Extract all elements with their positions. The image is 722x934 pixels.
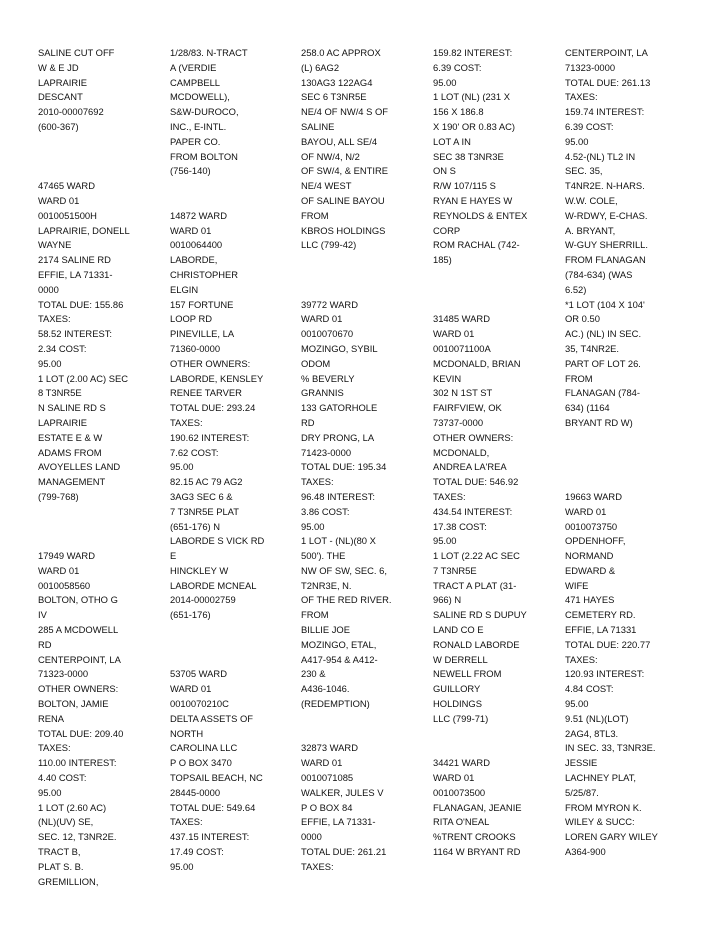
listing-line: HINCKLEY W [170,564,229,576]
listing-line: CENTERPOINT, LA [38,653,121,665]
listing-line: 1 LOT (2.00 AC) SEC [38,372,128,384]
listing-line: 96.48 INTEREST: [301,490,375,502]
listing-line: 2AG4, 8TL3. [565,727,619,739]
listing-line: 1 LOT (2.60 AC) [38,801,107,813]
listing-line: EFFIE, LA 71331 [565,624,637,636]
listing-line [301,283,429,298]
listing-line: *1 LOT (104 X 104' [565,298,645,310]
listing-line: RYAN E HAYES W [433,194,513,206]
listing-line: MANAGEMENT [38,476,106,488]
listing-line: PLAT S. B. [38,860,84,872]
listing-line: TRACT B, [38,846,81,858]
listing-line: 34421 WARD [433,757,490,769]
listing-line: W.W. COLE, [565,194,618,206]
listing-line: 2.34 COST: [38,342,87,354]
listing-line: OTHER OWNERS: [433,431,514,443]
listing-line [433,298,561,313]
listing-line: LAND CO E [433,624,484,636]
listing-line: A417-954 & A412- [301,653,378,665]
listing-line: OTHER OWNERS: [170,357,251,369]
listing-line: WARD 01 [433,772,475,784]
listing-line: W-RDWY, E-CHAS. [565,209,648,221]
listing-line: 95.00 [301,520,325,532]
listing-line: CORP [433,224,461,236]
listing-line: ELGIN [170,283,199,295]
listing-line: 95.00 [433,535,457,547]
listing-line: 8 T3NR5E [38,387,82,399]
listing-line [301,253,429,268]
listing-line: %TRENT CROOKS [433,831,516,843]
listing-column-2 [170,46,298,875]
listing-line: % BEVERLY [301,372,355,384]
listing-line: 17.49 COST: [170,846,224,858]
listing-line: A364-900 [565,846,606,858]
listing-column-1 [38,46,166,889]
listing-line: CEMETERY RD. [565,609,636,621]
listing-line: GUILLORY [433,683,481,695]
listing-line: SEC. 12, T3NR2E. [38,831,117,843]
listing-line: BOLTON, OTHO G [38,594,118,606]
listing-line: LAPRAIRIE [38,416,87,428]
listing-line: 82.15 AC 79 AG2 [170,476,243,488]
listing-line: 0010070210C [170,698,229,710]
listing-line: A. BRYANT, [565,224,616,236]
listing-line [170,179,298,194]
listing-line: 471 HAYES [565,594,615,606]
listing-line: OR 0.50 [565,313,600,325]
listing-line: FLANAGAN, JEANIE [433,801,522,813]
listing-line [301,268,429,283]
listing-line: EFFIE, LA 71331- [38,268,113,280]
listing-line: OTHER OWNERS: [38,683,119,695]
listing-line: OF SALINE BAYOU [301,194,385,206]
listing-line: 1 LOT - (NL)(80 X [301,535,376,547]
listing-line: W & E JD [38,61,79,73]
listing-line: BILLIE JOE [301,624,350,636]
listing-line: OPDENHOFF, [565,535,626,547]
listing-line: 190.62 INTEREST: [170,431,250,443]
listing-line: WALKER, JULES V [301,786,384,798]
listing-line: FAIRFVIEW, OK [433,402,502,414]
listing-line: 71423-0000 [301,446,352,458]
listing-line: 634) (1164 [565,402,610,414]
listing-line: 6.39 COST: [565,120,614,132]
listing-line: 230 & [301,668,326,680]
listing-line: 2014-00002759 [170,594,236,606]
listing-line: NORMAND [565,550,614,562]
listing-line: 0010064400 [170,239,223,251]
listing-line: T2NR3E, N. [301,579,352,591]
listing-line: SEC 6 T3NR5E [301,91,367,103]
listing-line: TAXES: [38,313,71,325]
listing-line: SALINE RD S DUPUY [433,609,527,621]
listing-line: LAPRAIRIE, DONELL [38,224,130,236]
listing-line: LABORDE, [170,254,218,266]
listing-line [565,475,693,490]
listing-line: (NL)(UV) SE, [38,816,94,828]
listing-line: T4NR2E. N-HARS. [565,180,645,192]
listing-line: 3.86 COST: [301,505,350,517]
listing-line: MOZINGO, SYBIL [301,342,378,354]
listing-line: 39772 WARD [301,298,358,310]
listing-line: 0010051500H [38,209,97,221]
listing-line: OF SW/4, & ENTIRE [301,165,388,177]
listing-column-4 [433,46,561,860]
listing-line: N SALINE RD S [38,402,106,414]
listing-line: ADAMS FROM [38,446,102,458]
listing-line: ODOM [301,357,331,369]
listing-line [38,135,166,150]
listing-line: WARD 01 [433,328,475,340]
listing-line: AVOYELLES LAND [38,461,121,473]
listing-line: NE/4 WEST [301,180,352,192]
listing-line: E [170,550,177,562]
listing-line [433,268,561,283]
listing-line: 7 T3NR5E PLAT [170,505,239,517]
listing-line: FROM [301,209,329,221]
listing-line: 71323-0000 [565,61,616,73]
listing-line: 0010070670 [301,328,354,340]
listing-line: WARD 01 [170,224,212,236]
listing-line: GRANNIS [301,387,344,399]
listing-line: 110.00 INTEREST: [38,757,117,769]
listing-line: WILEY & SUCC: [565,816,635,828]
listing-line: DELTA ASSETS OF [170,712,254,724]
listing-line: 7.62 COST: [170,446,219,458]
listing-column-5 [565,46,693,860]
listing-line: CHRISTOPHER [170,268,239,280]
listing-line: 1 LOT (NL) (231 X [433,91,510,103]
listing-line: FROM FLANAGAN [565,254,646,266]
listing-line: 156 X 186.8 [433,106,484,118]
listing-line: ON S [433,165,456,177]
listing-line: 157 FORTUNE [170,298,234,310]
listing-line: 159.74 INTEREST: [565,106,645,118]
listing-line: TRACT A PLAT (31- [433,579,517,591]
listing-line: NORTH [170,727,204,739]
listing-line: 500'). THE [301,550,346,562]
listing-line: TOTAL DUE: 220.77 [565,638,651,650]
listing-line: 302 N 1ST ST [433,387,493,399]
listing-line: SEC. 35, [565,165,603,177]
listing-line [301,712,429,727]
listing-line: RONALD LABORDE [433,638,520,650]
listing-line: LABORDE MCNEAL [170,579,257,591]
listing-line: 58.52 INTEREST: [38,328,112,340]
listing-line: 2174 SALINE RD [38,254,111,266]
listing-line: 133 GATORHOLE [301,402,378,414]
listing-line: 14872 WARD [170,209,227,221]
listing-line: 95.00 [170,461,194,473]
listing-line: RENA [38,712,65,724]
listing-line: NE/4 OF NW/4 S OF [301,106,388,118]
listing-line: 2010-00007692 [38,106,104,118]
listing-line: TOTAL DUE: 195.34 [301,461,387,473]
listing-line: 31485 WARD [433,313,490,325]
listing-line: MCDONALD, [433,446,490,458]
listing-line: GREMILLION, [38,875,99,887]
listing-line [38,505,166,520]
listing-line: TOTAL DUE: 293.24 [170,402,256,414]
listing-line: 130AG3 122AG4 [301,76,373,88]
listing-line [170,638,298,653]
listing-line [170,194,298,209]
listing-line: 0000 [301,831,322,843]
listing-line: (651-176) [170,609,211,621]
listing-line: S&W-DUROCO, [170,106,239,118]
listing-line: LACHNEY PLAT, [565,772,637,784]
listing-line: OF THE RED RIVER. [301,594,392,606]
listing-line [565,446,693,461]
listing-line: PART OF LOT 26. [565,357,641,369]
listing-line [433,741,561,756]
listing-line: DESCANT [38,91,83,103]
listing-line: LABORDE S VICK RD [170,535,265,547]
listing-line: TOPSAIL BEACH, NC [170,772,263,784]
listing-line: RD [38,638,52,650]
listing-line: W DERRELL [433,653,488,665]
listing-line: 32873 WARD [301,742,358,754]
listing-line: 17.38 COST: [433,520,487,532]
listing-line: TAXES: [170,816,203,828]
listing-line [433,727,561,742]
listing-line: 17949 WARD [38,550,95,562]
listing-line: (799-768) [38,490,79,502]
listing-line: WARD 01 [301,313,343,325]
listing-column-3 [301,46,429,875]
listing-line: (784-634) (WAS [565,268,633,280]
listing-line: TAXES: [301,476,334,488]
listing-line: P O BOX 84 [301,801,353,813]
listing-line: 53705 WARD [170,668,227,680]
listing-line: REYNOLDS & ENTEX [433,209,528,221]
listing-line: 3AG3 SEC 6 & [170,490,233,502]
listing-line: 120.93 INTEREST: [565,668,645,680]
listing-line: 1164 W BRYANT RD [433,846,521,858]
listing-line: WARD 01 [38,194,80,206]
listing-line: CENTERPOINT, LA [565,47,648,58]
listing-line: TOTAL DUE: 209.40 [38,727,124,739]
listing-line: CAMPBELL [170,76,221,88]
listing-line: P O BOX 3470 [170,757,232,769]
listing-line: 0010071100A [433,342,491,354]
listing-line: 71323-0000 [38,668,89,680]
listing-line: LOREN GARY WILEY [565,831,658,843]
listing-line: (L) 6AG2 [301,61,340,73]
listing-line [170,653,298,668]
listing-line: 6.39 COST: [433,61,482,73]
listing-line: TAXES: [301,860,334,872]
listing-line: 95.00 [170,860,194,872]
listing-line: 437.15 INTEREST: [170,831,250,843]
listing-line: WARD 01 [565,505,607,517]
listing-line: 71360-0000 [170,342,221,354]
listing-line: KBROS HOLDINGS [301,224,386,236]
listing-line: TAXES: [565,91,598,103]
listing-line: 19663 WARD [565,490,622,502]
listing-line: 285 A MCDOWELL [38,624,119,636]
listing-line: 95.00 [38,786,62,798]
listing-line: TOTAL DUE: 155.86 [38,298,124,310]
listing-line: 0010071085 [301,772,354,784]
listing-line: FROM [301,609,329,621]
listing-line: 5/25/87. [565,786,599,798]
listing-line: 47465 WARD [38,180,95,192]
listing-line: W-GUY SHERRILL. [565,239,649,251]
listing-line: (651-176) N [170,520,221,532]
listing-line [170,623,298,638]
listing-line: SALINE [301,120,335,132]
listing-line: 0010073750 [565,520,618,532]
listing-line [301,727,429,742]
listing-line: FROM MYRON K. [565,801,642,813]
listing-line: TOTAL DUE: 261.21 [301,846,387,858]
listing-line: INC., E-INTL. [170,120,227,132]
listing-line: CAROLINA LLC [170,742,238,754]
listing-line [38,164,166,179]
listing-line: 95.00 [38,357,62,369]
listing-line: 0010058560 [38,579,91,591]
listing-line: LLC (799-71) [433,712,489,724]
listing-line: IV [38,609,47,621]
listing-line [38,534,166,549]
listing-line: 4.84 COST: [565,683,614,695]
listing-line: 0000 [38,283,59,295]
listing-line: MCDONALD, BRIAN [433,357,521,369]
listing-line: BAYOU, ALL SE/4 [301,135,378,147]
listing-line: 95.00 [565,135,589,147]
listing-line: TAXES: [38,742,71,754]
listing-line: BRYANT RD W) [565,416,633,428]
listing-line: 73737-0000 [433,416,484,428]
listing-line: NW OF SW, SEC. 6, [301,564,387,576]
listing-line: TAXES: [433,490,466,502]
listing-line: TAXES: [565,653,598,665]
listing-line: 4.52-(NL) TL2 IN [565,150,636,162]
listing-line: FLANAGAN (784- [565,387,641,399]
listing-line: A436-1046. [301,683,350,695]
listing-line: 7 T3NR5E [433,564,477,576]
listing-line: AC.) (NL) IN SEC. [565,328,642,340]
listing-line: PAPER CO. [170,135,221,147]
listing-line: IN SEC. 33, T3NR3E. [565,742,656,754]
listing-line [433,283,561,298]
listing-line: KEVIN [433,372,462,384]
listing-line: BOLTON, JAMIE [38,698,109,710]
listing-line [38,150,166,165]
listing-line: EDWARD & [565,564,616,576]
listing-line: 4.40 COST: [38,772,87,784]
listing-line: 95.00 [565,698,589,710]
listing-line: MOZINGO, ETAL, [301,638,377,650]
listing-line [38,520,166,535]
listing-line [565,460,693,475]
listing-line: 434.54 INTEREST: [433,505,513,517]
listing-line: ANDREA LA'REA [433,461,507,473]
listing-line: 185) [433,254,452,266]
listing-line: 1 LOT (2.22 AC SEC [433,550,520,562]
listing-line: 159.82 INTEREST: [433,47,513,58]
listing-line: LAPRAIRIE [38,76,87,88]
listing-line: LOOP RD [170,313,213,325]
listing-line: 95.00 [433,76,457,88]
listing-line: 9.51 (NL)(LOT) [565,712,629,724]
listing-line [565,431,693,446]
listing-line: ESTATE E & W [38,431,103,443]
listing-line: (600-367) [38,120,79,132]
listing-line: MCDOWELL), [170,91,230,103]
listing-line: R/W 107/115 S [433,180,496,192]
listing-line: WARD 01 [170,683,212,695]
listing-line: SALINE CUT OFF [38,47,115,58]
listing-line: OF NW/4, N/2 [301,150,360,162]
listing-line: (756-140) [170,165,211,177]
listing-line: DRY PRONG, LA [301,431,375,443]
listing-line: RD [301,416,315,428]
listing-line: WIFE [565,579,589,591]
listing-line: FROM [565,372,593,384]
listing-line: LABORDE, KENSLEY [170,372,264,384]
listing-line: FROM BOLTON [170,150,238,162]
listing-line: TAXES: [170,416,203,428]
listing-line: TOTAL DUE: 546.92 [433,476,519,488]
listing-line: 6.52) [565,283,587,295]
listing-line: 1/28/83. N-TRACT [170,47,248,58]
listing-line: (REDEMPTION) [301,698,370,710]
listing-line: EFFIE, LA 71331- [301,816,376,828]
listing-line: SEC 38 T3NR3E [433,150,504,162]
listing-line: A (VERDIE [170,61,217,73]
listing-line: 35, T4NR2E. [565,342,620,354]
listing-line: NEWELL FROM [433,668,502,680]
listing-line: WAYNE [38,239,72,251]
listing-line: X 190' OR 0.83 AC) [433,120,516,132]
listing-line: HOLDINGS [433,698,482,710]
listing-line: JESSIE [565,757,598,769]
listing-line: WARD 01 [38,564,80,576]
listing-line: 966) N [433,594,462,606]
listing-line: TOTAL DUE: 261.13 [565,76,651,88]
listing-line: WARD 01 [301,757,343,769]
listing-line: RITA O'NEAL [433,816,490,828]
listing-line: PINEVILLE, LA [170,328,235,340]
listing-line: LOT A IN [433,135,471,147]
listing-line: 0010073500 [433,786,486,798]
listing-line: 258.0 AC APPROX [301,47,381,58]
listing-line: RENEE TARVER [170,387,242,399]
listing-line: ROM RACHAL (742- [433,239,520,251]
listing-line: LLC (799-42) [301,239,357,251]
listing-line: 28445-0000 [170,786,221,798]
listing-line: TOTAL DUE: 549.64 [170,801,256,813]
